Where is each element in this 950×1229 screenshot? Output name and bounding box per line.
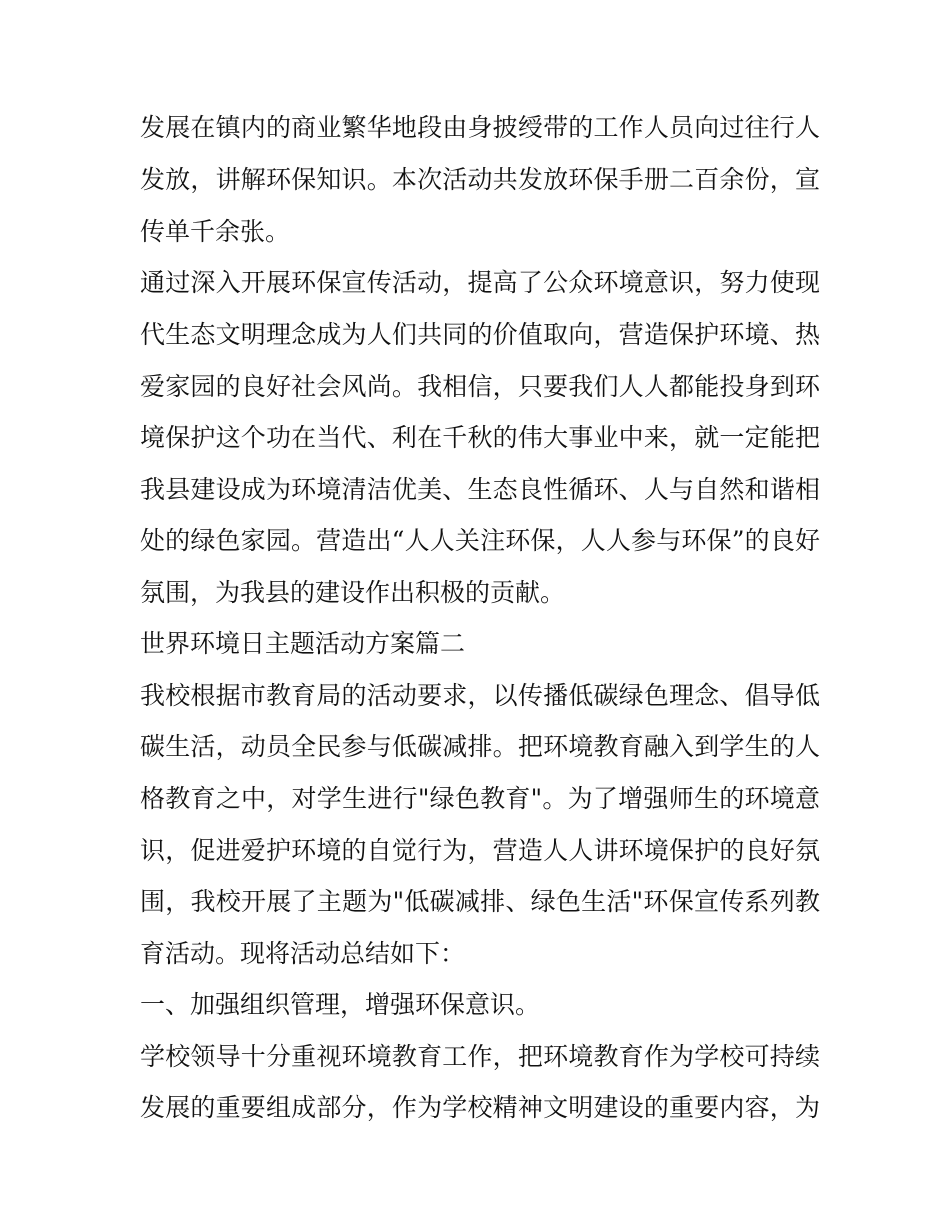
text-line: 境保护这个功在当代、利在千秋的伟大事业中来，就一定能把 bbox=[140, 423, 820, 452]
text-line: 发展的重要组成部分，作为学校精神文明建设的重要内容，为 bbox=[140, 1093, 820, 1122]
text-line: 围，我校开展了主题为"低碳减排、绿色生活"环保宣传系列教 bbox=[140, 887, 820, 916]
text-line: 识，促进爱护环境的自觉行为，营造人人讲环境保护的良好氛 bbox=[140, 836, 820, 865]
subheading: 一、加强组织管理，增强环保意识。 bbox=[140, 990, 541, 1019]
text-line: 育活动。现将活动总结如下： bbox=[140, 939, 466, 968]
text-line: 碳生活，动员全民参与低碳减排。把环境教育融入到学生的人 bbox=[140, 732, 820, 761]
text-line: 发展在镇内的商业繁华地段由身披绶带的工作人员向过往行人 bbox=[140, 113, 820, 142]
text-line: 发放，讲解环保知识。本次活动共发放环保手册二百余份，宣 bbox=[140, 165, 820, 194]
text-line: 格教育之中，对学生进行"绿色教育"。为了增强师生的环境意 bbox=[140, 784, 820, 813]
text-line: 学校领导十分重视环境教育工作，把环境教育作为学校可持续 bbox=[140, 1042, 820, 1071]
text-line: 我县建设成为环境清洁优美、生态良性循环、人与自然和谐相 bbox=[140, 475, 820, 504]
text-line: 爱家园的良好社会风尚。我相信，只要我们人人都能投身到环 bbox=[140, 372, 820, 401]
text-line: 代生态文明理念成为人们共同的价值取向，营造保护环境、热 bbox=[140, 320, 820, 349]
text-line: 氛围，为我县的建设作出积极的贡献。 bbox=[140, 578, 566, 607]
text-line: 我校根据市教育局的活动要求，以传播低碳绿色理念、倡导低 bbox=[140, 681, 820, 710]
section-heading: 世界环境日主题活动方案篇二 bbox=[140, 629, 466, 658]
text-line: 处的绿色家园。营造出“人人关注环保，人人参与环保”的良好 bbox=[140, 526, 820, 555]
text-line: 传单千余张。 bbox=[140, 217, 291, 246]
text-line: 通过深入开展环保宣传活动，提高了公众环境意识，努力使现 bbox=[140, 268, 820, 297]
